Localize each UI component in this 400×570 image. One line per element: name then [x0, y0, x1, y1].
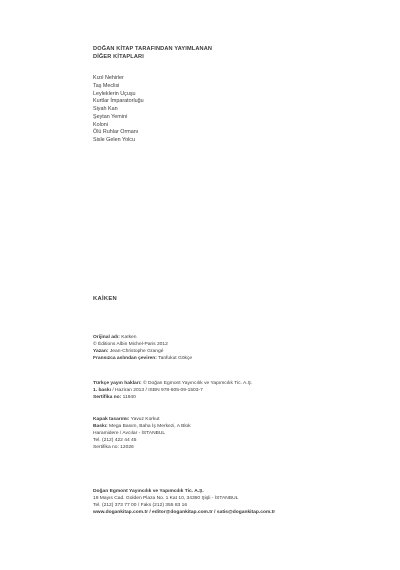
- publisher-block: [93, 488, 275, 516]
- publisher-phone: Tel. (212) 373 77 00 / Faks (212) 355 83 16: [93, 503, 188, 508]
- edition-info: / Haziran 2013 / ISBN 978-605-09-1503-7: [112, 388, 203, 393]
- original-title-label: Orijinal adı:: [93, 335, 120, 340]
- list-item: Kızıl Nehirler: [93, 75, 124, 81]
- list-item: Şeytan Yemini: [93, 113, 128, 120]
- certificate-line: [93, 394, 252, 401]
- author-line: [93, 348, 192, 355]
- author-label: Yazan:: [93, 349, 109, 354]
- original-copyright: © Éditions Albin Michel-Paris 2012: [93, 342, 168, 347]
- rights-holder: © Doğan Egmont Yayıncılık ve Yapımcılık Tic. A.Ş.: [143, 381, 253, 386]
- press-phone: Tel. (212) 422 44 45: [93, 438, 137, 443]
- certificate-label: Sertifika no:: [93, 395, 122, 400]
- press-name: Mega Basım, Baha İş Merkezi, A Blok: [109, 424, 191, 429]
- list-item: Sisle Gelen Yolcu: [93, 137, 135, 143]
- list-item: Leyleklerin Uçuşu: [93, 90, 136, 97]
- other-books-heading: [93, 46, 212, 61]
- translator-name: Tanfukut Gökçe: [158, 356, 193, 361]
- print-block: [93, 416, 191, 451]
- press-line: [93, 423, 191, 430]
- original-title: Kaïken: [121, 335, 137, 340]
- rights-line: [93, 380, 252, 387]
- heading-line-1: DOĞAN KİTAP TARAFINDAN YAYIMLANAN: [93, 46, 213, 52]
- press-label: Baskı:: [93, 424, 108, 429]
- press-address: Haramidere / Avcılar - İSTANBUL: [93, 431, 166, 436]
- list-item: Kurtlar İmparatorluğu: [93, 98, 144, 105]
- heading-line-2: DİĞER KİTAPLARI: [93, 53, 144, 60]
- list-item: Koloni: [93, 121, 108, 128]
- other-books-list: [93, 75, 144, 145]
- cover-line: [93, 416, 191, 423]
- publisher-name: Doğan Egmont Yayıncılık ve Yapımcılık Tic. A.Ş.: [93, 489, 204, 494]
- edition-label: 1. baskı: [93, 388, 111, 393]
- cover-label: Kapak tasarımı:: [93, 417, 130, 422]
- rights-block: [93, 380, 252, 401]
- rights-label: Türkçe yayın hakları:: [93, 381, 142, 386]
- author-name: Jean-Christophe Grangé: [109, 349, 164, 354]
- edition-line: [93, 387, 252, 394]
- certificate-number: 11940: [122, 395, 136, 400]
- cover-designer: Yavuz Korkut: [130, 417, 160, 422]
- list-item: Siyah Kan: [93, 106, 118, 112]
- book-title: KAİKEN: [93, 296, 118, 302]
- translator-label: Fransızca aslından çeviren:: [93, 356, 157, 361]
- press-certificate: Sertifika no: 12026: [93, 445, 134, 450]
- credits-block: [93, 334, 192, 362]
- list-item: Taş Meclisi: [93, 82, 120, 89]
- publisher-address: 19 Mayıs Cad. Golden Plaza No. 1 Kat 10, 34360 Şişli - İSTANBUL: [93, 496, 239, 501]
- translator-line: [93, 355, 192, 362]
- publisher-web: www.dogankitap.com.tr / editor@dogankitap.com.tr / satis@dogankitap.com.tr: [93, 510, 276, 515]
- original-title-line: [93, 334, 192, 341]
- list-item: Ölü Ruhlar Ormanı: [93, 129, 139, 136]
